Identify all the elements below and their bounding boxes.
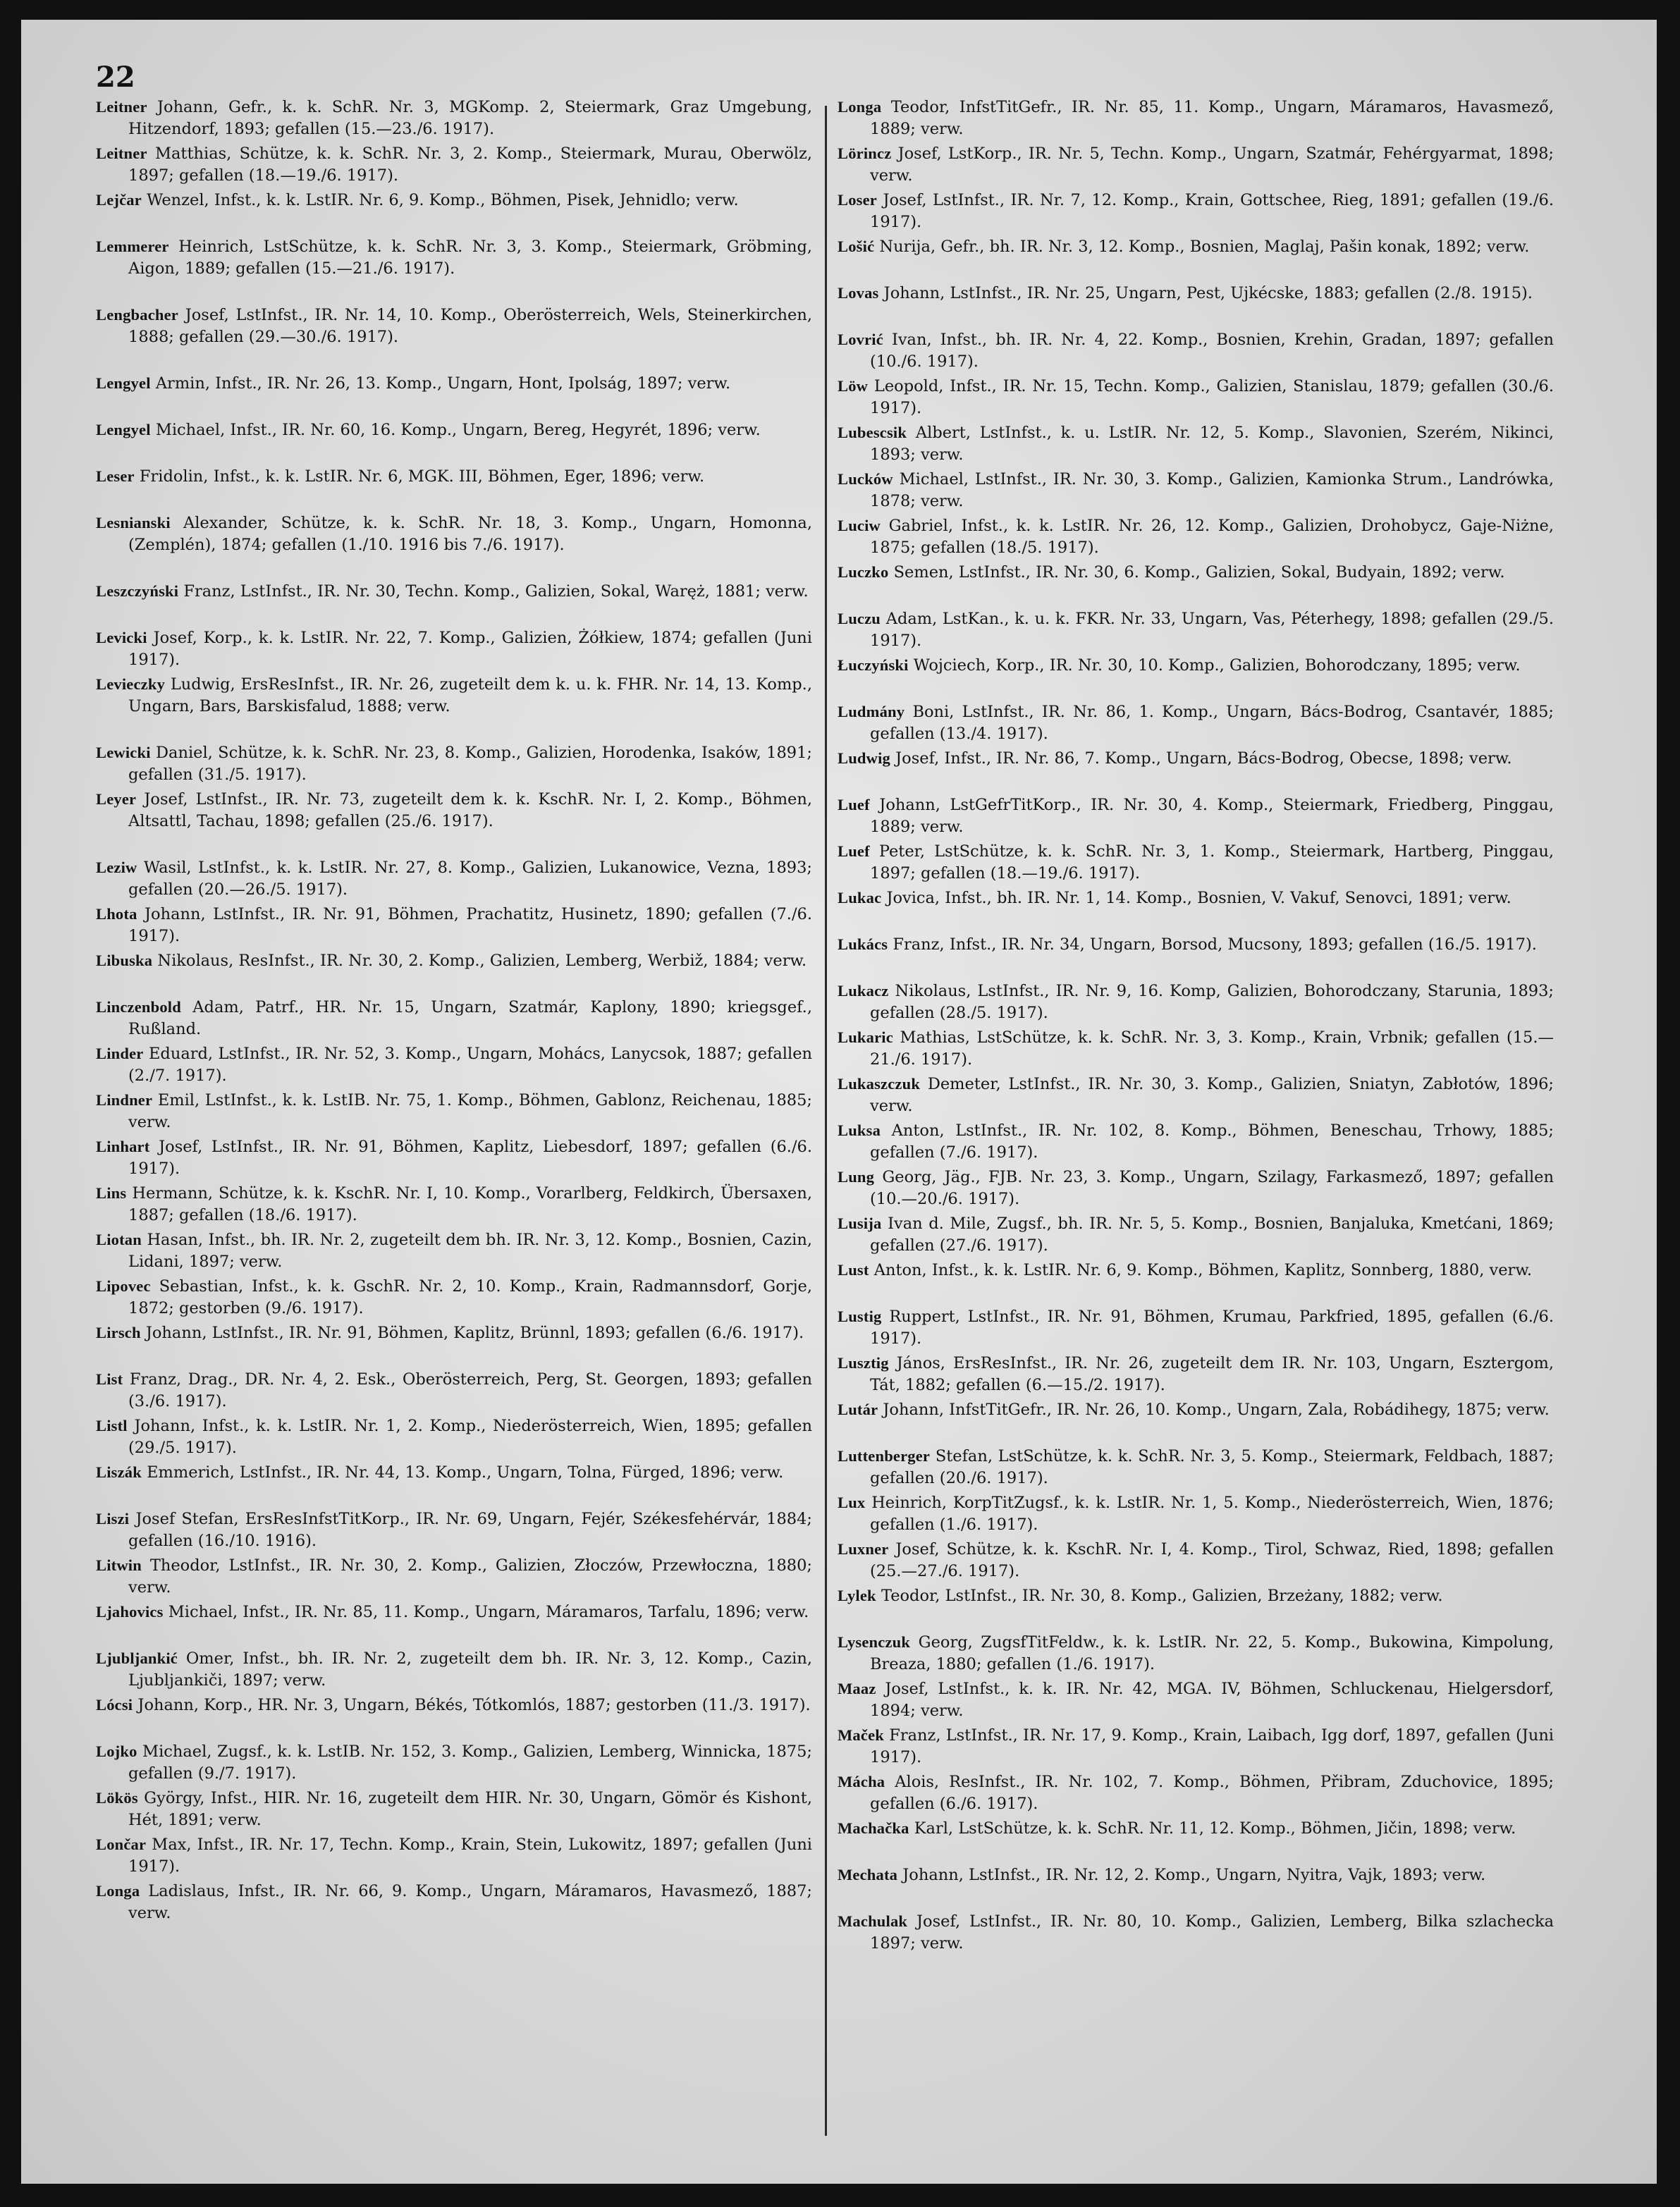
list-entry — [96, 856, 812, 900]
list-entry — [96, 1043, 812, 1086]
entry-surname: Luciw — [838, 517, 881, 534]
list-entry — [96, 742, 812, 785]
entry-details: Nurija, Gefr., bh. IR. Nr. 3, 12. Komp., Bosnien, Maglaj, Pašin konak, 1892; verw. — [879, 238, 1530, 256]
entry-details: György, Infst., HIR. Nr. 16, zugeteilt dem HIR. Nr. 30, Ungarn, Gömör és Kishont, Hét, 1891; verw. — [128, 1789, 812, 1830]
list-entry — [96, 1182, 812, 1226]
column-divider — [825, 106, 827, 2136]
entry-details: Josef, Infst., IR. Nr. 86, 7. Komp., Ungarn, Bács-Bodrog, Obecse, 1898; verw. — [895, 749, 1512, 768]
entry-details: Boni, LstInfst., IR. Nr. 86, 1. Komp., Ungarn, Bács-Bodrog, Csantavér, 1885; gefallen (13./4. 1917). — [870, 703, 1554, 744]
list-entry — [838, 468, 1554, 512]
entry-details: Max, Infst., IR. Nr. 17, Techn. Komp., Krain, Stein, Lukowitz, 1897; gefallen (Juni 1917). — [128, 1836, 812, 1876]
list-entry — [96, 372, 812, 416]
entry-details: Josef, LstInfst., IR. Nr. 91, Böhmen, Kaplitz, Liebesdorf, 1897; gefallen (6./6. 1917). — [128, 1138, 812, 1179]
entry-details: Peter, LstSchütze, k. k. SchR. Nr. 3, 1. Komp., Steiermark, Hartberg, Pinggau, 1897; gefallen (18.—19./6. 1917). — [870, 842, 1554, 883]
entry-surname: Lindner — [96, 1091, 153, 1109]
entry-surname: Lipovec — [96, 1277, 151, 1295]
entry-surname: Lengbacher — [96, 306, 178, 324]
entry-details: Teodor, LstInfst., IR. Nr. 30, 8. Komp., Galizien, Brzeżany, 1882; verw. — [881, 1587, 1443, 1605]
entry-surname: Lins — [96, 1184, 127, 1202]
entry-details: Josef, Korp., k. k. LstIR. Nr. 22, 7. Komp., Galizien, Żółkiew, 1874; gefallen (Juni 1917). — [128, 629, 812, 670]
entry-surname: Lung — [838, 1168, 875, 1186]
entry-surname: Maček — [838, 1726, 884, 1744]
entry-details: Hermann, Schütze, k. k. KschR. Nr. I, 10. Komp., Vorarlberg, Feldkirch, Übersaxen, 1887; gefallen (18./6. 1917). — [128, 1184, 812, 1225]
entry-surname: Mácha — [838, 1773, 885, 1790]
entry-surname: Leitner — [96, 98, 147, 116]
page-number: 22 — [96, 61, 135, 94]
entry-details: Georg, ZugsfTitFeldw., k. k. LstIR. Nr. 22, 5. Komp., Bukowina, Kimpolung, Breaza, 1880; gefallen (1./6. 1917). — [870, 1633, 1554, 1674]
entry-details: Ivan, Infst., bh. IR. Nr. 4, 22. Komp., Bosnien, Krehin, Gradan, 1897; gefallen (10./6. 1917). — [870, 331, 1554, 371]
list-entry — [838, 515, 1554, 558]
entry-surname: Leitner — [96, 145, 147, 162]
list-entry — [96, 1415, 812, 1458]
entry-surname: Luczu — [838, 610, 881, 627]
entry-surname: Lukács — [838, 935, 888, 953]
entry-details: Daniel, Schütze, k. k. SchR. Nr. 23, 8. Komp., Galizien, Horodenka, Isaków, 1891; gefallen (31./5. 1917). — [128, 744, 812, 785]
entry-surname: Listl — [96, 1417, 128, 1434]
list-entry — [838, 1166, 1554, 1210]
entry-surname: Lucków — [838, 470, 893, 488]
list-entry — [838, 1305, 1554, 1349]
list-entry — [96, 1833, 812, 1877]
list-entry — [838, 1073, 1554, 1117]
entry-details: Fridolin, Infst., k. k. LstIR. Nr. 6, MGK. III, Böhmen, Eger, 1896; verw. — [139, 467, 705, 486]
entry-details: Eduard, LstInfst., IR. Nr. 52, 3. Komp., Ungarn, Mohács, Lanycsok, 1887; gefallen (2./7. 1917). — [128, 1045, 812, 1086]
entry-surname: Lustig — [838, 1308, 882, 1325]
list-entry — [96, 512, 812, 577]
list-entry — [838, 887, 1554, 930]
entry-surname: Linder — [96, 1045, 144, 1062]
entry-details: Josef, LstInfst., IR. Nr. 14, 10. Komp., Oberösterreich, Wels, Steinerkirchen, 1888; gefallen (29.—30./6. 1917). — [128, 306, 812, 347]
entry-surname: Lončar — [96, 1836, 147, 1853]
entry-details: Heinrich, KorpTitZugsf., k. k. LstIR. Nr. 1, 5. Komp., Niederösterreich, Wien, 1876; gefallen (1./6. 1917). — [870, 1494, 1554, 1535]
list-entry — [96, 1601, 812, 1645]
list-entry — [96, 1880, 812, 1924]
entry-details: Josef, LstInfst., IR. Nr. 7, 12. Komp., Krain, Gottschee, Rieg, 1891; gefallen (19./6. 1917). — [870, 191, 1554, 232]
entry-details: Theodor, LstInfst., IR. Nr. 30, 2. Komp., Galizien, Złoczów, Przewłoczna, 1880; verw. — [128, 1556, 812, 1597]
entry-details: Franz, Infst., IR. Nr. 34, Ungarn, Borsod, Mucsony, 1893; gefallen (16./5. 1917). — [893, 935, 1537, 954]
entry-surname: Lovrić — [838, 331, 883, 348]
entry-surname: Luxner — [838, 1540, 889, 1558]
entry-surname: Lirsch — [96, 1324, 141, 1341]
list-entry — [838, 282, 1554, 326]
list-entry — [96, 1508, 812, 1551]
entry-details: Johann, Infst., k. k. LstIR. Nr. 1, 2. Komp., Niederösterreich, Wien, 1895; gefallen (29./5. 1917). — [128, 1417, 812, 1458]
entry-surname: Lukaric — [838, 1028, 893, 1046]
entry-details: Nikolaus, ResInfst., IR. Nr. 30, 2. Komp., Galizien, Lemberg, Werbiž, 1884; verw. — [157, 952, 807, 970]
list-entry — [838, 1492, 1554, 1535]
entry-details: Josef, LstInfst., IR. Nr. 80, 10. Komp., Galizien, Lemberg, Bilka szlachecka 1897; verw. — [870, 1912, 1554, 1953]
entry-details: Ludwig, ErsResInfst., IR. Nr. 26, zugeteilt dem k. u. k. FHR. Nr. 14, 13. Komp., Ungarn, Bars, Barskisfalud, 1888; verw. — [128, 675, 812, 716]
list-entry — [838, 189, 1554, 233]
entry-surname: Lengyel — [96, 374, 151, 392]
entry-details: Wenzel, Infst., k. k. LstIR. Nr. 6, 9. Komp., Böhmen, Pisek, Jehnidlo; verw. — [147, 191, 739, 209]
entry-details: Anton, Infst., k. k. LstIR. Nr. 6, 9. Komp., Böhmen, Kaplitz, Sonnberg, 1880, verw. — [873, 1261, 1533, 1279]
list-entry — [838, 980, 1554, 1023]
list-entry — [96, 1694, 812, 1738]
entry-details: Franz, Drag., DR. Nr. 4, 2. Esk., Oberösterreich, Perg, St. Georgen, 1893; gefallen (3./6. 1917). — [128, 1370, 812, 1411]
list-entry — [838, 1026, 1554, 1070]
list-entry — [96, 1647, 812, 1691]
entry-details: Michael, Infst., IR. Nr. 85, 11. Komp., Ungarn, Máramaros, Tarfalu, 1896; verw. — [168, 1603, 809, 1621]
entry-details: Anton, LstInfst., IR. Nr. 102, 8. Komp., Böhmen, Beneschau, Trhowy, 1885; gefallen (7./6. 1917). — [870, 1121, 1554, 1162]
entry-surname: Liszák — [96, 1463, 142, 1481]
entry-surname: Lutár — [838, 1401, 878, 1418]
list-entry — [838, 1678, 1554, 1721]
entry-surname: Leziw — [96, 859, 137, 876]
list-entry — [96, 580, 812, 624]
list-entry — [96, 96, 812, 140]
list-entry — [838, 1352, 1554, 1396]
entry-surname: Ljahovics — [96, 1603, 164, 1621]
list-entry — [838, 1585, 1554, 1628]
list-entry — [838, 1771, 1554, 1814]
list-entry — [838, 1910, 1554, 1954]
list-entry — [96, 1740, 812, 1784]
entry-details: Ivan d. Mile, Zugsf., bh. IR. Nr. 5, 5. Komp., Bosnien, Banjaluka, Kmetćani, 1869; gefallen (27./6. 1917). — [870, 1215, 1554, 1255]
entry-details: Franz, LstInfst., IR. Nr. 17, 9. Komp., Krain, Laibach, Igg dorf, 1897, gefallen (Juni 1917). — [870, 1726, 1554, 1767]
entry-details: Johann, LstInfst., IR. Nr. 91, Böhmen, Kaplitz, Brünnl, 1893; gefallen (6./6. 1917). — [145, 1324, 804, 1342]
entry-surname: Levieczky — [96, 675, 166, 693]
entry-surname: List — [96, 1370, 123, 1388]
entry-details: Josef, Schütze, k. k. KschR. Nr. I, 4. Komp., Tirol, Schwaz, Ried, 1898; gefallen (25.—27./6. 1917). — [870, 1540, 1554, 1581]
entry-details: Johann, InfstTitGefr., IR. Nr. 26, 10. Komp., Ungarn, Zala, Robádihegy, 1875; verw. — [883, 1401, 1550, 1419]
entry-surname: Lhota — [96, 905, 137, 923]
entry-surname: Lesnianski — [96, 514, 171, 531]
list-entry — [838, 1631, 1554, 1675]
page — [21, 20, 1657, 2184]
list-entry — [838, 701, 1554, 744]
list-entry — [838, 1864, 1554, 1907]
entry-details: Michael, Zugsf., k. k. LstIB. Nr. 152, 3. Komp., Galizien, Lemberg, Winnicka, 1875; gefallen (9./7. 1917). — [128, 1742, 812, 1783]
entry-details: Hasan, Infst., bh. IR. Nr. 2, zugeteilt dem bh. IR. Nr. 3, 12. Komp., Bosnien, Cazin, Lidani, 1897; verw. — [128, 1231, 812, 1272]
list-entry — [838, 1817, 1554, 1861]
entry-details: Mathias, LstSchütze, k. k. SchR. Nr. 3, 3. Komp., Krain, Vrbnik; gefallen (15.—21./6. 1917). — [870, 1028, 1554, 1069]
entry-surname: Löw — [838, 377, 869, 395]
entry-details: Karl, LstSchütze, k. k. SchR. Nr. 11, 12. Komp., Böhmen, Jičin, 1898; verw. — [914, 1819, 1516, 1838]
entry-surname: Maaz — [838, 1680, 876, 1697]
entry-surname: Leszczyński — [96, 582, 179, 600]
list-entry — [96, 1229, 812, 1272]
entry-details: Johann, LstInfst., IR. Nr. 12, 2. Komp., Ungarn, Nyitra, Vajk, 1893; verw. — [902, 1866, 1486, 1884]
entry-surname: Litwin — [96, 1556, 142, 1574]
entry-surname: Łuczyński — [838, 656, 909, 674]
list-entry — [838, 1538, 1554, 1582]
entry-surname: Lylek — [838, 1587, 876, 1604]
entry-details: Stefan, LstSchütze, k. k. SchR. Nr. 3, 5. Komp., Steiermark, Feldbach, 1887; gefallen (20./6. 1917). — [870, 1447, 1554, 1488]
entry-details: Josef, LstInfst., IR. Nr. 73, zugeteilt dem k. k. KschR. Nr. I, 2. Komp., Böhmen, Altsattl, Tachau, 1898; gefallen (25./6. 1917). — [128, 790, 812, 831]
entry-surname: Luttenberger — [838, 1447, 931, 1465]
entry-details: Leopold, Infst., IR. Nr. 15, Techn. Komp., Galizien, Stanislau, 1879; gefallen (30./6. 1917). — [870, 377, 1554, 418]
entry-surname: Ludwig — [838, 749, 890, 767]
entry-details: Josef, LstKorp., IR. Nr. 5, Techn. Komp., Ungarn, Szatmár, Fehérgyarmat, 1898; verw. — [870, 145, 1554, 185]
entry-details: Teodor, InfstTitGefr., IR. Nr. 85, 11. Komp., Ungarn, Máramaros, Havasmező, 1889; verw. — [870, 98, 1554, 139]
entry-surname: Lökös — [96, 1789, 138, 1807]
entry-surname: Levicki — [96, 629, 147, 646]
list-entry — [838, 840, 1554, 884]
entry-details: Emil, LstInfst., k. k. LstIB. Nr. 75, 1. Komp., Böhmen, Gablonz, Reichenau, 1885; verw. — [128, 1091, 812, 1132]
list-entry — [96, 304, 812, 369]
entry-details: Alexander, Schütze, k. k. SchR. Nr. 18, 3. Komp., Ungarn, Homonna, (Zemplén), 1874; gefallen (1./10. 1916 bis 7./6. 1917). — [128, 514, 812, 555]
entry-details: Demeter, LstInfst., IR. Nr. 30, 3. Komp., Galizien, Sniatyn, Zabłotów, 1896; verw. — [870, 1075, 1554, 1116]
entry-details: Sebastian, Infst., k. k. GschR. Nr. 2, 10. Komp., Krain, Radmannsdorf, Gorje, 1872; gestorben (9./6. 1917). — [128, 1277, 812, 1318]
entry-surname: Lust — [838, 1261, 869, 1279]
entry-surname: Lojko — [96, 1742, 137, 1760]
entry-details: Wasil, LstInfst., k. k. LstIR. Nr. 27, 8. Komp., Galizien, Lukanowice, Vezna, 1893; gefallen (20.—26./5. 1917). — [128, 859, 812, 899]
entry-details: Josef Stefan, ErsResInfstTitKorp., IR. Nr. 69, Ungarn, Fejér, Székesfehérvár, 1884; gefallen (16./10. 1916). — [128, 1510, 812, 1551]
entry-details: Johann, LstInfst., IR. Nr. 91, Böhmen, Prachatitz, Husinetz, 1890; gefallen (7./6. 1917). — [128, 905, 812, 946]
entry-surname: Machulak — [838, 1912, 908, 1930]
entry-details: Georg, Jäg., FJB. Nr. 23, 3. Komp., Ungarn, Szilagy, Farkasmező, 1897; gefallen (10.—20./6. 1917). — [870, 1168, 1554, 1209]
entry-surname: Lemmerer — [96, 238, 169, 255]
entry-surname: Lócsi — [96, 1696, 133, 1714]
list-entry — [96, 1089, 812, 1133]
entry-surname: Luef — [838, 796, 870, 813]
entry-surname: Linczenbold — [96, 998, 181, 1016]
list-entry — [96, 673, 812, 739]
entry-details: Josef, LstInfst., k. k. IR. Nr. 42, MGA. IV, Böhmen, Schluckenau, Hielgersdorf, 1894; verw. — [870, 1680, 1554, 1721]
entry-surname: Lubescsik — [838, 424, 907, 441]
list-entry — [838, 1398, 1554, 1442]
entry-surname: Longa — [96, 1882, 140, 1900]
entry-details: Johann, LstInfst., IR. Nr. 25, Ungarn, Pest, Ujkécske, 1883; gefallen (2./8. 1915). — [883, 284, 1533, 302]
entry-surname: Ljubljankić — [96, 1649, 178, 1667]
entry-surname: Lewicki — [96, 744, 151, 761]
list-entry — [96, 996, 812, 1040]
entry-details: Armin, Infst., IR. Nr. 26, 13. Komp., Ungarn, Hont, Ipolság, 1897; verw. — [155, 374, 731, 393]
entry-surname: Longa — [838, 98, 882, 116]
list-entry — [838, 375, 1554, 419]
list-entry — [838, 1119, 1554, 1163]
entry-surname: Liotan — [96, 1231, 142, 1248]
entry-surname: Lošić — [838, 238, 875, 255]
entry-surname: Lejčar — [96, 191, 142, 209]
entry-details: Johann, Korp., HR. Nr. 3, Ungarn, Békés, Tótkomlós, 1887; gestorben (11./3. 1917). — [137, 1696, 811, 1714]
list-entry — [96, 235, 812, 301]
list-entry — [96, 788, 812, 854]
entry-details: Nikolaus, LstInfst., IR. Nr. 9, 16. Komp, Galizien, Bohorodczany, Starunia, 1893; gefallen (28./5. 1917). — [870, 982, 1554, 1023]
list-entry — [96, 1275, 812, 1319]
list-entry — [838, 933, 1554, 977]
entry-surname: Lukac — [838, 889, 882, 906]
entry-surname: Liszi — [96, 1510, 130, 1527]
entry-details: Gabriel, Infst., k. k. LstIR. Nr. 26, 12. Komp., Galizien, Drohobycz, Gaje-Niżne, 1875; gefallen (18./5. 1917). — [870, 517, 1554, 558]
list-entry — [96, 1461, 812, 1505]
entry-details: Ladislaus, Infst., IR. Nr. 66, 9. Komp., Ungarn, Máramaros, Havasmező, 1887; verw. — [128, 1882, 812, 1923]
list-entry — [96, 949, 812, 993]
list-entry — [96, 1787, 812, 1831]
entry-details: Michael, LstInfst., IR. Nr. 30, 3. Komp., Galizien, Kamionka Strum., Landrówka, 1878; verw. — [870, 470, 1554, 511]
entry-surname: Loser — [838, 191, 877, 209]
entry-details: Heinrich, LstSchütze, k. k. SchR. Nr. 3, 3. Komp., Steiermark, Gröbming, Aigon, 1889; gefallen (15.—21./6. 1917). — [128, 238, 812, 278]
entry-surname: Linhart — [96, 1138, 150, 1155]
entry-surname: Lusztig — [838, 1354, 889, 1372]
list-entry — [838, 654, 1554, 698]
list-entry — [838, 235, 1554, 279]
list-entry — [96, 1554, 812, 1598]
entry-surname: Lusija — [838, 1215, 882, 1232]
list-entry — [838, 561, 1554, 605]
list-entry — [96, 142, 812, 186]
entry-surname: Lukaszczuk — [838, 1075, 921, 1093]
list-entry — [838, 608, 1554, 651]
list-entry — [96, 1136, 812, 1179]
entry-surname: Lux — [838, 1494, 866, 1511]
entry-surname: Luef — [838, 842, 870, 860]
list-entry — [838, 747, 1554, 791]
right-column — [838, 96, 1554, 1957]
entry-surname: Lysenczuk — [838, 1633, 911, 1651]
entry-details: Matthias, Schütze, k. k. SchR. Nr. 3, 2. Komp., Steiermark, Murau, Oberwölz, 1897; gefallen (18.—19./6. 1917). — [128, 145, 812, 185]
entry-surname: Leyer — [96, 790, 137, 808]
entry-details: Ruppert, LstInfst., IR. Nr. 91, Böhmen, Krumau, Parkfried, 1895, gefallen (6./6. 1917). — [870, 1308, 1554, 1348]
list-entry — [96, 465, 812, 509]
entry-details: Michael, Infst., IR. Nr. 60, 16. Komp., Ungarn, Bereg, Hegyrét, 1896; verw. — [155, 421, 761, 439]
list-entry — [838, 328, 1554, 372]
entry-surname: Lengyel — [96, 421, 151, 438]
list-entry — [96, 189, 812, 233]
entry-surname: Mechata — [838, 1866, 898, 1883]
entry-details: Alois, ResInfst., IR. Nr. 102, 7. Komp., Böhmen, Přibram, Zduchovice, 1895; gefallen (6./6. 1917). — [870, 1773, 1554, 1814]
list-entry — [838, 142, 1554, 186]
entry-details: Albert, LstInfst., k. u. LstIR. Nr. 12, 5. Komp., Slavonien, Szerém, Nikinci, 1893; verw. — [870, 424, 1554, 465]
entry-details: János, ErsResInfst., IR. Nr. 26, zugeteilt dem IR. Nr. 103, Ungarn, Esztergom, Tát, 1882; gefallen (6.—15./2. 1917). — [870, 1354, 1554, 1395]
list-entry — [96, 1322, 812, 1365]
entry-surname: Ludmány — [838, 703, 905, 720]
entry-details: Franz, LstInfst., IR. Nr. 30, Techn. Komp., Galizien, Sokal, Waręż, 1881; verw. — [183, 582, 809, 601]
entry-surname: Luczko — [838, 563, 889, 581]
entry-details: Wojciech, Korp., IR. Nr. 30, 10. Komp., Galizien, Bohorodczany, 1895; verw. — [913, 656, 1521, 675]
list-entry — [838, 1445, 1554, 1489]
entry-details: Jovica, Infst., bh. IR. Nr. 1, 14. Komp., Bosnien, V. Vakuf, Senovci, 1891; verw. — [886, 889, 1512, 907]
entry-surname: Lovas — [838, 284, 879, 302]
entry-surname: Machačka — [838, 1819, 909, 1837]
entry-surname: Libuska — [96, 952, 153, 969]
list-entry — [838, 422, 1554, 465]
list-entry — [838, 96, 1554, 140]
entry-surname: Lukacz — [838, 982, 889, 1000]
list-entry — [96, 419, 812, 462]
entry-details: Semen, LstInfst., IR. Nr. 30, 6. Komp., Galizien, Sokal, Budyain, 1892; verw. — [893, 563, 1505, 582]
entry-details: Adam, LstKan., k. u. k. FKR. Nr. 33, Ungarn, Vas, Péterhegy, 1898; gefallen (29./5. 1917). — [870, 610, 1554, 651]
list-entry — [838, 1724, 1554, 1768]
list-entry — [96, 627, 812, 670]
entry-surname: Luksa — [838, 1121, 881, 1139]
entry-details: Omer, Infst., bh. IR. Nr. 2, zugeteilt dem bh. IR. Nr. 3, 12. Komp., Cazin, Ljubljankiči, 1897; verw. — [128, 1649, 812, 1690]
list-entry — [838, 794, 1554, 837]
left-column — [96, 96, 812, 1926]
entry-surname: Lörincz — [838, 145, 892, 162]
list-entry — [838, 1212, 1554, 1256]
list-entry — [96, 1368, 812, 1412]
list-entry — [96, 903, 812, 947]
entry-surname: Leser — [96, 467, 135, 485]
entry-details: Johann, LstGefrTitKorp., IR. Nr. 30, 4. Komp., Steiermark, Friedberg, Pinggau, 1889; verw. — [870, 796, 1554, 837]
list-entry — [838, 1259, 1554, 1303]
entry-details: Emmerich, LstInfst., IR. Nr. 44, 13. Komp., Ungarn, Tolna, Fürged, 1896; verw. — [147, 1463, 784, 1482]
entry-details: Adam, Patrf., HR. Nr. 15, Ungarn, Szatmár, Kaplony, 1890; kriegsgef., Rußland. — [128, 998, 812, 1039]
entry-details: Johann, Gefr., k. k. SchR. Nr. 3, MGKomp. 2, Steiermark, Graz Umgebung, Hitzendorf, 1893; gefallen (15.—23./6. 1917). — [128, 98, 812, 139]
